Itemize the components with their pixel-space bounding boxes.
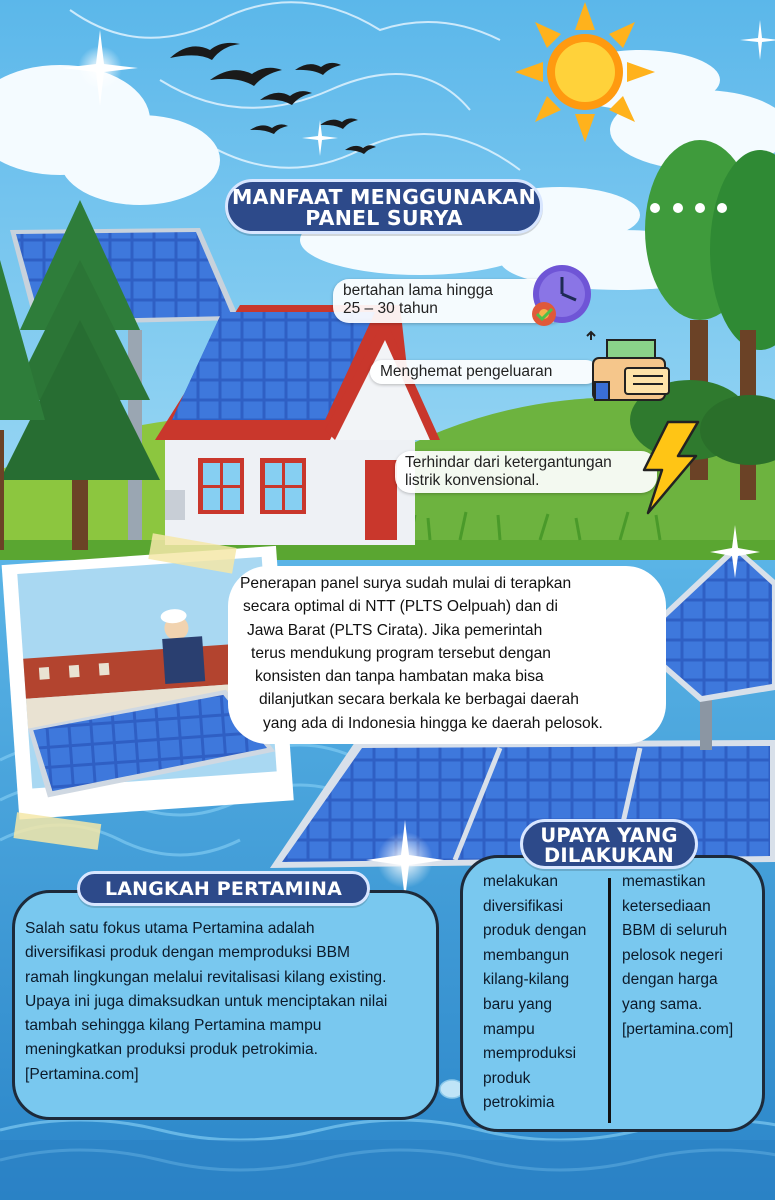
money-wallet-icon — [585, 330, 680, 408]
langkah-line: [Pertamina.com] — [25, 1065, 139, 1083]
langkah-line: tambah sehingga kilang Pertamina mampu — [25, 1017, 322, 1035]
clock-gear-icon — [528, 262, 596, 330]
upaya-left-line: produk dengan — [483, 922, 587, 940]
upaya-right-column — [622, 870, 733, 1042]
upaya-right-line: memastikan — [622, 873, 706, 890]
upaya-left-line: petrokimia — [483, 1094, 555, 1112]
benefit-text-line-1: Terhindar dari ketergantungan — [405, 454, 612, 471]
implementation-text-box — [228, 566, 666, 744]
langkah-line: Upaya ini juga dimaksudkan untuk menciptakan nilai — [25, 992, 388, 1010]
implementation-line: secara optimal di NTT (PLTS Oelpuah) dan di — [243, 598, 558, 616]
benefit-text-line-1: Menghemat pengeluaran — [380, 363, 553, 380]
upaya-right-line: BBM di seluruh — [622, 922, 728, 940]
benefit-text-line-2: 25 – 30 tahun — [343, 299, 438, 317]
benefit-text-line-1: bertahan lama hingga — [343, 282, 493, 299]
upaya-box — [460, 855, 765, 1132]
upaya-left-line: baru yang — [483, 995, 552, 1013]
implementation-line: yang ada di Indonesia hingga ke daerah pelosok. — [263, 714, 603, 732]
implementation-line: terus mendukung program tersebut dengan — [251, 644, 551, 662]
upaya-left-line: memproduksi — [483, 1045, 577, 1063]
benefit-item-independence — [395, 451, 657, 493]
upaya-right-line: yang sama. — [622, 995, 703, 1013]
upaya-right-line: ketersediaan — [622, 897, 711, 915]
langkah-line: Salah satu fokus utama Pertamina adalah — [25, 920, 315, 937]
upaya-left-line: produk — [483, 1069, 531, 1087]
upaya-left-line: diversifikasi — [483, 897, 564, 915]
langkah-title — [77, 871, 370, 906]
upaya-left-column — [483, 870, 586, 1116]
implementation-line: konsisten dan tanpa hambatan maka bisa — [255, 668, 544, 686]
upaya-title-line-2: DILAKUKAN — [544, 843, 674, 867]
upaya-right-line: [pertamina.com] — [622, 1020, 734, 1038]
langkah-line: diversifikasi produk dengan memproduksi BBM — [25, 944, 351, 962]
upaya-right-line: dengan harga — [622, 971, 718, 989]
upaya-title-line-1: UPAYA YANG — [540, 824, 678, 847]
langkah-title-text: LANGKAH PERTAMINA — [104, 878, 343, 900]
upaya-right-line: pelosok negeri — [622, 946, 723, 964]
langkah-line: meningkatkan produksi produk petrokimia. — [25, 1041, 318, 1059]
upaya-title — [520, 819, 698, 869]
upaya-left-line: kilang-kilang — [483, 971, 570, 989]
sun — [515, 2, 655, 142]
main-title — [225, 179, 543, 234]
implementation-line: Penerapan panel surya sudah mulai di terapkan — [240, 575, 572, 592]
benefit-text-line-2: listrik konvensional. — [405, 471, 540, 489]
lightning-bolt-icon — [640, 420, 702, 515]
upaya-left-line: mampu — [483, 1020, 535, 1038]
implementation-line: dilanjutkan secara berkala ke berbagai daerah — [259, 691, 579, 709]
upaya-left-line: membangun — [483, 946, 570, 964]
main-title-line-2: PANEL SURYA — [305, 205, 463, 230]
main-title-line-1: MANFAAT MENGGUNAKAN — [232, 185, 536, 209]
column-divider — [608, 878, 611, 1123]
benefit-item-savings — [370, 360, 598, 384]
langkah-line: ramah lingkungan melalui revitalisasi kilang existing. — [25, 968, 387, 986]
implementation-line: Jawa Barat (PLTS Cirata). Jika pemerintah — [247, 621, 543, 639]
upaya-left-line: melakukan — [483, 873, 558, 890]
langkah-box — [12, 890, 439, 1120]
